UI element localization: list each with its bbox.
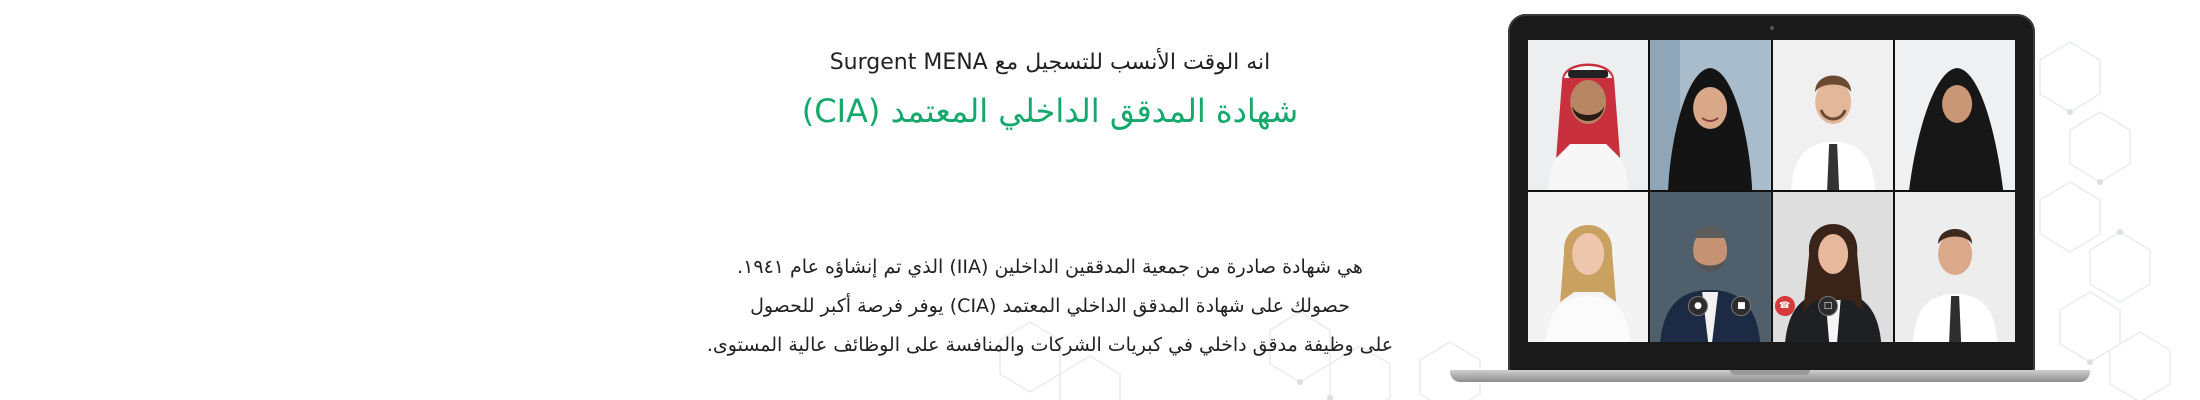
participant-8-image (1895, 192, 2015, 342)
call-controls (1688, 296, 1838, 320)
page-title: شهادة المدقق الداخلي المعتمد (CIA) (801, 92, 1299, 130)
camera-icon[interactable]: ■ (1731, 296, 1751, 316)
participant-4-image (1895, 40, 2015, 190)
laptop-illustration (1450, 14, 2090, 386)
chat-icon[interactable]: □ (1818, 296, 1838, 316)
participant-tile (1528, 192, 1648, 342)
participant-5-image (1528, 192, 1648, 342)
mic-icon[interactable]: ● (1688, 296, 1708, 316)
participant-tile (1895, 40, 2015, 190)
participant-tile (1773, 40, 1893, 190)
end-call-icon[interactable]: ☎ (1775, 296, 1795, 316)
participant-2-image (1650, 40, 1770, 190)
tagline: انه الوقت الأنسب للتسجيل مع Surgent MENA (829, 50, 1271, 75)
description-line: حصولك على شهادة المدقق الداخلي المعتمد (CIA) يوفر فرصة أكبر للحصول (750, 295, 1350, 317)
participant-1-image (1528, 40, 1648, 190)
laptop-notch (1730, 370, 1810, 375)
participant-tile (1528, 40, 1648, 190)
participant-3-image (1773, 40, 1893, 190)
participant-tile (1895, 192, 2015, 342)
description (640, 248, 1460, 365)
description-line: على وظيفة مدقق داخلي في كبريات الشركات والمنافسة على الوظائف عالية المستوى. (706, 334, 1394, 356)
participant-tile (1650, 40, 1770, 190)
webcam-icon (1770, 26, 1774, 30)
laptop-lid (1508, 14, 2035, 374)
description-line: هي شهادة صادرة من جمعية المدققين الداخلين (IIA) الذي تم إنشاؤه عام ١٩٤١. (737, 256, 1363, 278)
